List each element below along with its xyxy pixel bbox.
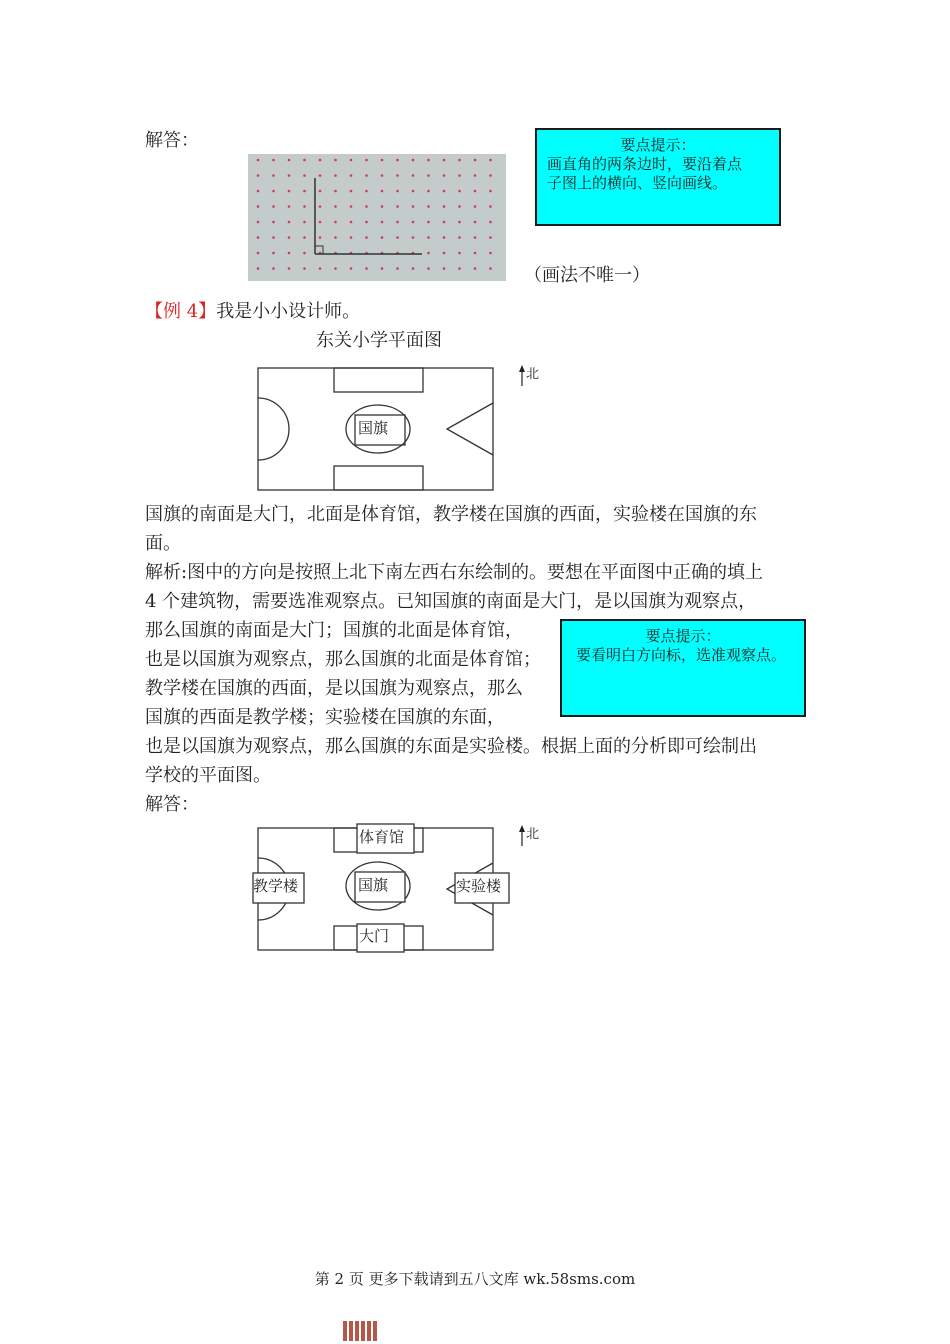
north-label: 北	[526, 827, 540, 842]
answer-plan-map	[245, 820, 555, 960]
tip-line: 画直角的两条边时，要沿着点	[547, 155, 743, 173]
decorative-bars	[343, 1321, 381, 1341]
tip-box	[560, 619, 806, 717]
analysis-line: 国旗的西面是教学楼；实验楼在国旗的东面，	[145, 707, 505, 728]
tip-title: 要点提示：	[620, 136, 696, 154]
tip-box	[535, 128, 781, 226]
answer-label: 解答：	[145, 130, 199, 151]
analysis-line: 学校的平面图。	[145, 765, 271, 786]
example-text: 我是小小设计师。	[216, 301, 361, 322]
tip-line: 要看明白方向标，选准观察点。	[576, 646, 787, 664]
lab-building-label: 实验楼	[456, 877, 502, 895]
gate-label: 大门	[359, 927, 390, 945]
school-plan-map	[250, 360, 550, 495]
flag-label: 国旗	[358, 419, 389, 437]
page-footer: 第 2 页 更多下载请到五八文库 wk.58sms.com	[314, 1270, 636, 1288]
tip-line: 子图上的横向、竖向画线。	[547, 174, 728, 192]
flag-label: 国旗	[358, 876, 389, 894]
question-line: 面。	[145, 533, 181, 554]
analysis-line: 教学楼在国旗的西面，是以国旗为观察点，那么	[145, 678, 523, 699]
analysis-line: 那么国旗的南面是大门；国旗的北面是体育馆，	[145, 620, 523, 641]
analysis-line: 4 个建筑物，需要选准观察点。已知国旗的南面是大门，是以国旗为观察点，	[145, 591, 757, 612]
analysis-line: 解析:图中的方向是按照上北下南左西右东绘制的。要想在平面图中正确的填上	[145, 562, 764, 583]
question-line: 国旗的南面是大门，北面是体育馆，教学楼在国旗的西面，实验楼在国旗的东	[145, 504, 757, 525]
gym-label: 体育馆	[359, 828, 405, 846]
answer-label: 解答：	[145, 794, 199, 815]
north-label: 北	[526, 367, 540, 382]
example-heading	[145, 298, 360, 326]
dot-grid-image	[248, 154, 506, 281]
example-tag: 【例 4】	[145, 301, 217, 322]
drawing-note: （画法不唯一）	[524, 265, 650, 286]
analysis-line: 也是以国旗为观察点，那么国旗的北面是体育馆；	[145, 649, 541, 670]
map-title: 东关小学平面图	[316, 330, 442, 351]
tip-title: 要点提示：	[645, 627, 721, 645]
analysis-line: 也是以国旗为观察点，那么国旗的东面是实验楼。根据上面的分析即可绘制出	[145, 736, 757, 757]
teaching-building-label: 教学楼	[253, 877, 299, 895]
